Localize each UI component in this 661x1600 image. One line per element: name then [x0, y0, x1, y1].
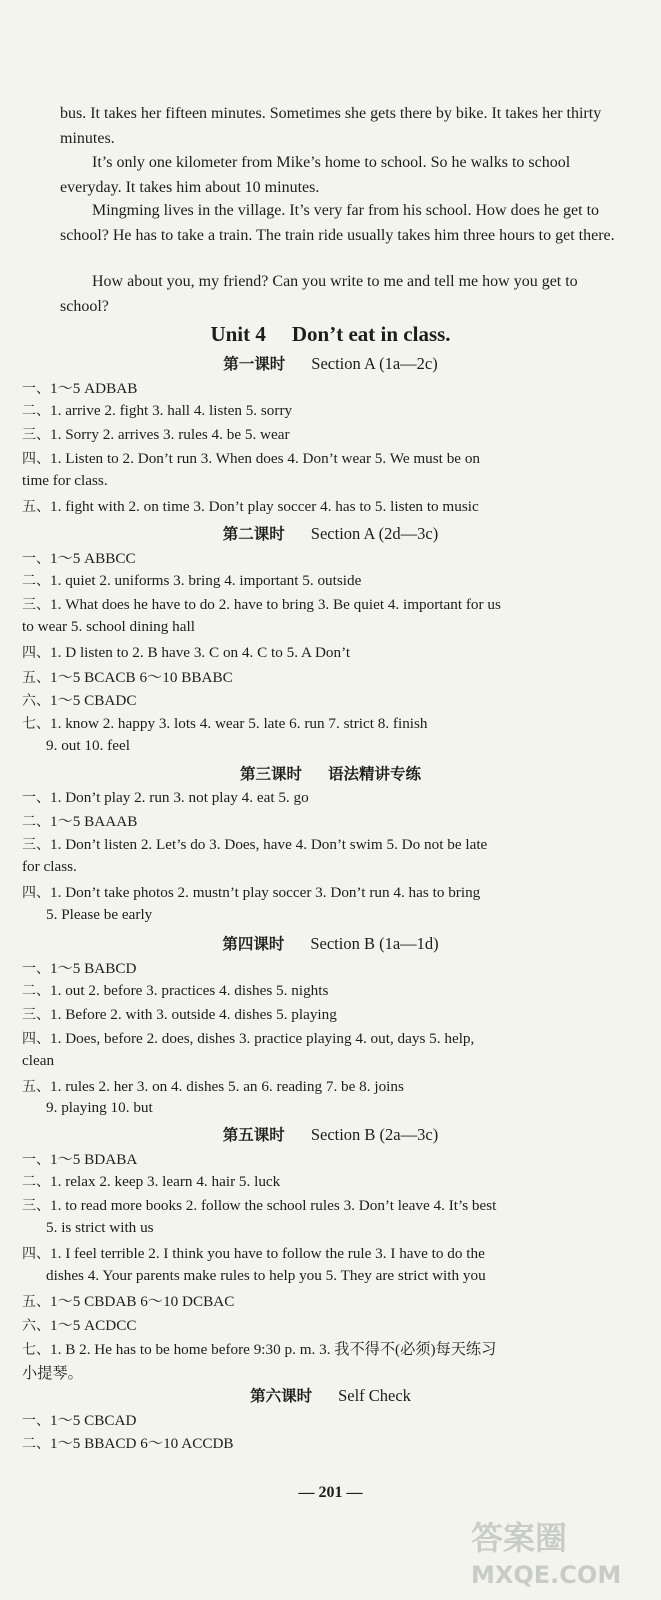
svg-text:答案圈: 答案圈	[471, 1519, 568, 1557]
answer-text: 9. out 10. feel	[46, 736, 130, 754]
question-index: 二、	[22, 983, 50, 1000]
answer-text: 1. Sorry 2. arrives 3. rules 4. be 5. wear	[50, 426, 290, 444]
answer-line	[22, 547, 136, 568]
section-heading	[0, 1384, 661, 1406]
answer-line	[22, 1004, 337, 1024]
section-heading	[0, 1123, 661, 1145]
answer-line	[22, 377, 137, 398]
question-index: 一、	[22, 960, 50, 977]
section-heading	[0, 762, 661, 784]
answer-line	[22, 713, 428, 733]
answer-text: 1. Before 2. with 3. outside 4. dishes 5. playing	[50, 1006, 337, 1024]
question-index: 六、	[22, 1318, 50, 1335]
answer-line	[22, 1362, 83, 1383]
question-index: 一、	[22, 1151, 50, 1168]
section-heading-en: Section B (2a—3c)	[310, 1125, 439, 1144]
answer-text: 1. relax 2. keep 3. learn 4. hair 5. luck	[50, 1173, 281, 1191]
answer-line	[46, 1099, 153, 1117]
question-index: 五、	[22, 498, 50, 515]
answer-text: 1. know 2. happy 3. lots 4. wear 5. late 6. run 7. strict 8. finish	[50, 715, 428, 733]
question-index: 一、	[22, 789, 50, 806]
question-index: 四、	[22, 884, 50, 901]
unit-number: Unit 4	[210, 322, 266, 346]
answer-text: 1. Does, before 2. does, dishes 3. practice playing 4. out, days 5. help,	[50, 1029, 475, 1047]
question-index: 二、	[22, 573, 50, 590]
answer-text: 1～5 BAAAB	[50, 813, 138, 831]
answer-line	[22, 834, 487, 854]
answer-text: 1～5 BDABA	[50, 1150, 138, 1168]
answer-text: 9. playing 10. but	[46, 1099, 153, 1117]
answer-text: 1～5 ADBAB	[50, 379, 138, 397]
answer-text: 1～5 CBCAD	[50, 1411, 137, 1429]
answer-text: 1. fight with 2. on time 3. Don’t play soccer 4. has to 5. listen to music	[50, 497, 479, 515]
section-heading	[0, 522, 661, 544]
answer-text: 1. arrive 2. fight 3. hall 4. listen 5. sorry	[50, 402, 293, 420]
watermark-logo	[463, 1513, 643, 1591]
section-heading-cn: 第四课时	[222, 935, 285, 953]
section-heading-en: Section B (1a—1d)	[310, 934, 439, 953]
question-index: 六、	[22, 693, 50, 710]
passage-paragraph: How about you, my friend? Can you write to me and tell me how you get to school?	[60, 273, 578, 315]
section-heading-cn: 第二课时	[222, 525, 285, 543]
section-heading-cn: 第一课时	[223, 355, 286, 373]
question-index: 四、	[22, 644, 50, 661]
answer-line	[22, 980, 328, 1000]
answer-text: 1. I feel terrible 2. I think you have to follow the rule 3. I have to do the	[50, 1244, 485, 1262]
question-index: 五、	[22, 1294, 50, 1311]
answer-line	[22, 1195, 496, 1215]
answer-text: 1～5 BBACD 6～10 ACCDB	[50, 1435, 234, 1453]
answer-line	[46, 737, 130, 755]
question-index: 七、	[22, 1341, 50, 1358]
question-index: 三、	[22, 1198, 50, 1215]
answer-text: 1～5 ABBCC	[50, 549, 136, 567]
answer-text: 1. quiet 2. uniforms 3. bring 4. important 5. outside	[50, 572, 362, 590]
answer-line	[22, 1028, 474, 1048]
answer-text: 1. Don’t listen 2. Let’s do 3. Does, have 4. Don’t swim 5. Do not be late	[50, 836, 488, 854]
section-heading-en: Self Check	[338, 1386, 411, 1405]
answer-text: dishes 4. Your parents make rules to help you 5. They are strict with you	[46, 1266, 486, 1284]
question-index: 一、	[22, 380, 50, 397]
question-index: 二、	[22, 403, 50, 420]
answer-line	[22, 1243, 485, 1263]
answer-text: 1～5 BABCD	[50, 959, 137, 977]
answer-line	[22, 1076, 404, 1096]
answer-text: 1～5 ACDCC	[50, 1317, 137, 1335]
answer-line	[22, 1432, 234, 1453]
answer-line	[22, 1148, 137, 1169]
question-index: 二、	[22, 814, 50, 831]
answer-line	[22, 400, 292, 420]
svg-text:MXQE.COM: MXQE.COM	[471, 1561, 622, 1589]
question-index: 三、	[22, 1007, 50, 1024]
answer-text: time for class.	[22, 471, 108, 489]
answer-text: 1. Listen to 2. Don’t run 3. When does 4. Don’t wear 5. We must be on	[50, 449, 481, 467]
answer-text: 1. Don’t play 2. run 3. not play 4. eat 5. go	[50, 788, 309, 806]
answer-text: to wear 5. school dining hall	[22, 617, 195, 635]
answer-line	[22, 1290, 234, 1311]
answer-line	[22, 570, 361, 590]
question-index: 四、	[22, 450, 50, 467]
answer-line	[22, 1052, 54, 1070]
question-index: 三、	[22, 597, 50, 614]
section-heading-en: Section A (1a—2c)	[311, 354, 438, 373]
answer-line	[22, 1338, 496, 1359]
question-index: 七、	[22, 716, 50, 733]
question-index: 三、	[22, 427, 50, 444]
section-heading-cn: 第三课时	[239, 765, 302, 783]
section-heading-en: Section A (2d—3c)	[310, 524, 439, 543]
answer-line	[22, 594, 501, 614]
question-index: 三、	[22, 837, 50, 854]
answer-text: 1. rules 2. her 3. on 4. dishes 5. an 6. reading 7. be 8. joins	[50, 1077, 404, 1095]
answer-text: 5. Please be early	[46, 905, 153, 923]
question-index: 四、	[22, 1245, 50, 1262]
question-index: 五、	[22, 1078, 50, 1095]
question-index: 二、	[22, 1436, 50, 1453]
answer-text: 1～5 CBDAB 6～10 DCBAC	[50, 1293, 235, 1311]
answer-line	[22, 1171, 280, 1191]
answer-text: 1～5 CBADC	[50, 692, 137, 710]
section-heading-cn: 第五课时	[222, 1126, 285, 1144]
passage-paragraph: It’s only one kilometer from Mike’s home to school. So he walks to school everyday. It takes him about 10 minutes.	[60, 154, 571, 196]
answer-line	[22, 882, 480, 902]
answer-line	[22, 787, 309, 807]
question-index: 一、	[22, 550, 50, 567]
answer-text: 1. What does he have to do 2. have to bring 3. Be quiet 4. important for us	[50, 596, 501, 614]
answer-line	[22, 424, 290, 444]
answer-text: 1. Don’t take photos 2. mustn’t play soccer 3. Don’t run 4. has to bring	[50, 883, 481, 901]
answer-line	[46, 906, 152, 924]
unit-name: Don’t eat in class.	[291, 322, 451, 346]
question-index: 一、	[22, 1412, 50, 1429]
answer-line	[22, 1409, 137, 1430]
section-heading	[0, 932, 661, 954]
answer-line	[22, 642, 350, 662]
answer-text: clean	[22, 1051, 55, 1069]
answer-text: 1～5 BCACB 6～10 BBABC	[50, 668, 233, 686]
answer-text: for class.	[22, 857, 77, 875]
answer-line	[22, 666, 233, 687]
answer-line	[22, 618, 195, 636]
answer-text: 5. is strict with us	[46, 1218, 154, 1236]
answer-line	[46, 1219, 154, 1237]
section-heading-cn: 第六课时	[250, 1387, 313, 1405]
answer-line	[22, 1314, 137, 1335]
answer-line	[22, 810, 137, 831]
answer-text: 1. out 2. before 3. practices 4. dishes 5. nights	[50, 982, 329, 1000]
passage-paragraph: bus. It takes her fifteen minutes. Sometimes she gets there by bike. It takes her thirty minutes.	[60, 105, 602, 147]
page-number: — 201 —	[298, 1484, 363, 1501]
question-index: 五、	[22, 669, 50, 686]
question-index: 二、	[22, 1174, 50, 1191]
answer-line	[22, 448, 480, 468]
section-heading-en: 语法精讲专练	[328, 765, 422, 783]
answer-line	[22, 496, 479, 516]
answer-text: 小提琴。	[22, 1364, 83, 1382]
passage-paragraph: Mingming lives in the village. It’s very far from his school. How does he get to school? He has to take a train. The train ride usually takes him three hours to get there.	[60, 202, 615, 244]
answer-line	[46, 1267, 486, 1285]
unit-title	[0, 322, 661, 347]
section-heading	[0, 352, 661, 374]
answer-line	[22, 858, 77, 876]
answer-line	[22, 472, 108, 490]
answer-text: 1. to read more books 2. follow the school rules 3. Don’t leave 4. It’s best	[50, 1197, 497, 1215]
answer-text: 1. B 2. He has to be home before 9:30 p. m. 3. 我不得不(必须)每天练习	[50, 1340, 497, 1358]
question-index: 四、	[22, 1030, 50, 1047]
answer-text: 1. D listen to 2. B have 3. C on 4. C to 5. A Don’t	[50, 643, 351, 661]
answer-line	[22, 689, 137, 710]
answer-line	[22, 957, 137, 978]
